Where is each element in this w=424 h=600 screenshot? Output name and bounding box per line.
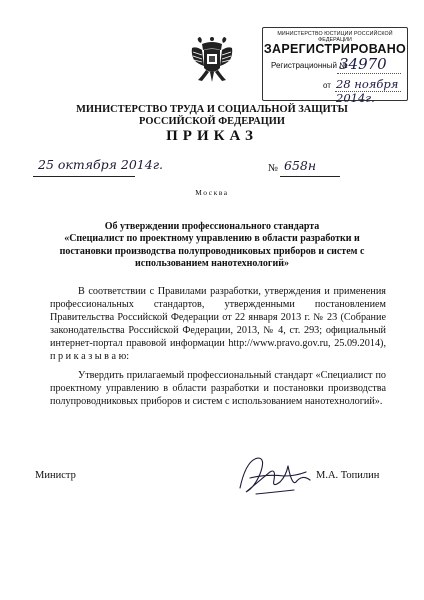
stamp-number-line xyxy=(337,73,401,74)
order-number-line xyxy=(280,176,340,177)
body-paragraph-2-text: Утвердить прилагаемый профессиональный стандарт «Специалист по проектному управлению в области разработки и постановки производства полупроводниковых приборов и систем с использованием нанотехнологий». xyxy=(50,370,386,407)
order-number: 658н xyxy=(284,158,317,173)
stamp-date-value: 28 ноября 2014г. xyxy=(336,77,399,105)
stamp-number-value: 34970 xyxy=(339,55,387,73)
stamp-number-label: Регистрационный № xyxy=(271,61,348,70)
stamp-date-line xyxy=(335,91,401,92)
stamp-issuer: МИНИСТЕРСТВО ЮСТИЦИИ РОССИЙСКОЙ ФЕДЕРАЦИИ xyxy=(277,31,393,43)
order-date: 25 октября 2014г. xyxy=(38,157,163,172)
registration-stamp xyxy=(262,27,408,105)
order-heading xyxy=(40,221,384,270)
body-paragraph-1 xyxy=(50,286,386,363)
heading-line4: использованием нанотехнологий» xyxy=(135,257,289,269)
handwritten-signature xyxy=(236,452,314,502)
ministry-name-line1: МИНИСТЕРСТВО ТРУДА И СОЦИАЛЬНОЙ ЗАЩИТЫ xyxy=(76,104,348,115)
body-paragraph-2 xyxy=(50,370,386,409)
city: Москва xyxy=(195,188,229,197)
ministry-name-line2: РОССИЙСКОЙ ФЕДЕРАЦИИ xyxy=(139,116,285,127)
stamp-date-label: от xyxy=(323,81,331,90)
heading-line3: постановки производства полупроводниковых приборов и систем с xyxy=(59,245,365,257)
heading-line2: «Специалист по проектному управлению в области разработки и xyxy=(64,233,360,245)
order-date-line xyxy=(33,176,135,177)
signatory-name: М.А. Топилин xyxy=(316,470,380,481)
stamp-status: ЗАРЕГИСТРИРОВАНО xyxy=(263,42,407,56)
ministry-name xyxy=(0,104,424,128)
document-type: ПРИКАЗ xyxy=(166,128,258,144)
body-paragraph-1-text: В соответствии с Правилами разработки, утверждения и применения профессиональных стандартов, утвержденными постановлением Правительства Российской Федерации от 22 января 2013 г. № 23 (Собрание законодательства Российской Федерации, 2013, № 4, ст. 293; официальный интернет-портал правовой информации http://www.pravo.gov.ru, 25.09.2014), п р и к а з ы в а ю: xyxy=(50,286,386,362)
coat-of-arms-emblem xyxy=(190,36,234,84)
order-number-sign: № xyxy=(268,163,279,174)
heading-line1: Об утверждении профессионального стандарта xyxy=(104,221,320,232)
signatory-position: Министр xyxy=(35,470,76,481)
